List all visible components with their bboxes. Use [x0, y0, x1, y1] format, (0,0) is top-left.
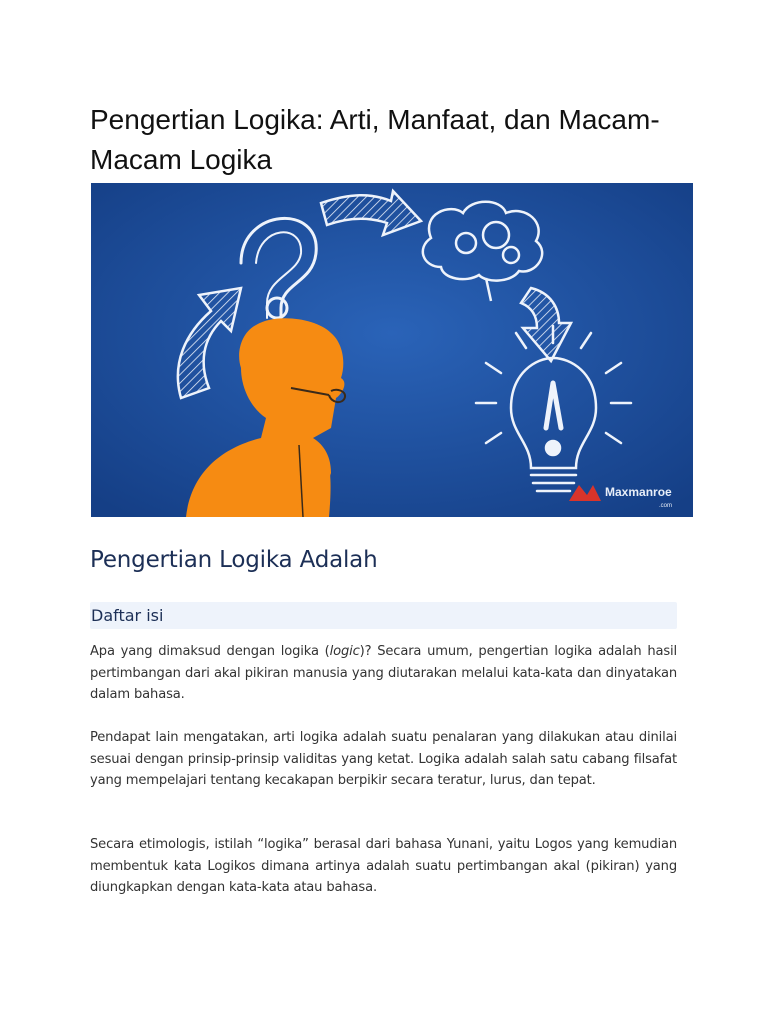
toc-label: Daftar isi	[91, 606, 164, 625]
paragraph-1-text-b: )? Secara umum, pengertian logika adalah hasil pertimbangan dari akal pikiran manusia yang diutarakan melalui kata-kata dan dinyatakan dalam bahasa.	[90, 644, 677, 702]
chalkboard-background	[91, 183, 693, 517]
watermark-text: Maxmanroe	[605, 485, 672, 499]
watermark-subtext: .com	[659, 503, 673, 509]
paragraph-3: Secara etimologis, istilah “logika” berasal dari bahasa Yunani, yaitu Logos yang kemudian membentuk kata Logikos dimana artinya adalah suatu pertimbangan akal (pikiran) yang diungkapkan dengan kata-kata atau bahasa.	[90, 837, 677, 895]
paragraph-1	[90, 641, 677, 706]
paragraph-1-text-a: Apa yang dimaksud dengan logika (	[90, 644, 330, 659]
article-title: Pengertian Logika: Arti, Manfaat, dan Macam-Macam Logika	[90, 104, 660, 175]
paragraph-1-emphasis: logic	[329, 644, 360, 659]
section-heading: Pengertian Logika Adalah	[90, 547, 378, 573]
paragraph-2: Pendapat lain mengatakan, arti logika adalah suatu penalaran yang dilakukan atau dinilai sesuai dengan prinsip-prinsip validitas yang ketat. Logika adalah salah satu cabang filsafat yang mempelajari tentang kecakapan berpikir secara teratur, lurus, dan tepat.	[90, 730, 677, 788]
table-of-contents-toggle[interactable]	[90, 602, 677, 629]
hero-image	[91, 183, 693, 517]
